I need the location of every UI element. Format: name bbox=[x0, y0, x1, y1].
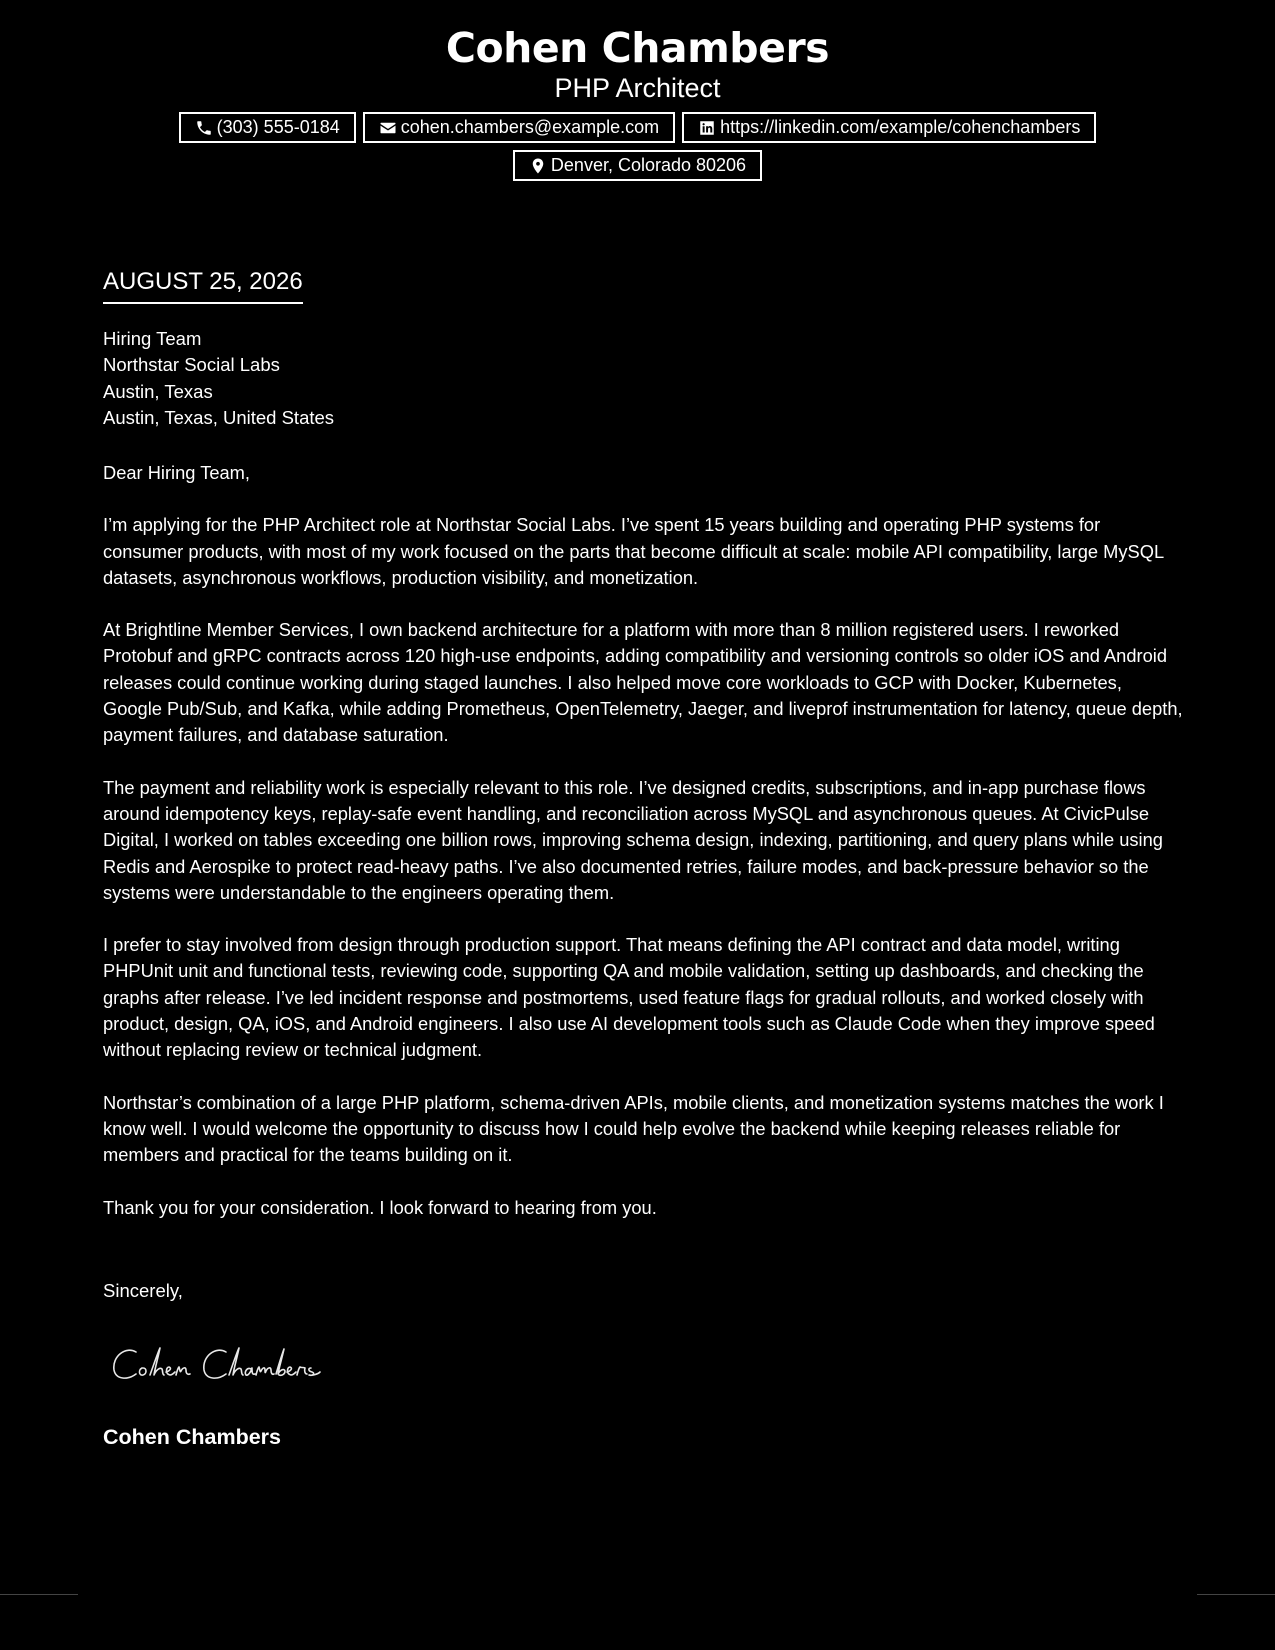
contact-row-primary bbox=[0, 112, 1275, 143]
letter-paragraph: The payment and reliability work is especially relevant to this role. I’ve designed credits, subscriptions, and in-app purchase flows around idempotency keys, replay-safe event handling, and reconciliation across MySQL and asynchronous queues. At CivicPulse Digital, I worked on tables exceeding one billion rows, improving schema design, indexing, partitioning, and query plans while using Redis and Aerospike to protect read-heavy paths. I’ve also documented retries, failure modes, and back-pressure behavior so the systems were understandable to the engineers operating them. bbox=[103, 776, 1163, 903]
letter-paragraph: Thank you for your consideration. I look forward to hearing from you. bbox=[103, 1196, 657, 1218]
footer-rule-left bbox=[0, 1594, 78, 1595]
letter-paragraph: I prefer to stay involved from design through production support. That means defining the API contract and data model, writing PHPUnit unit and functional tests, reviewing code, supporting QA and mobile validation, setting up dashboards, and checking the graphs after release. I’ve led incident response and postmortems, used feature flags for gradual rollouts, and worked closely with product, design, QA, iOS, and Android engineers. I also use AI development tools such as Claude Code when they improve speed without replacing review or technical judgment. bbox=[103, 934, 1155, 1061]
envelope-icon bbox=[379, 119, 397, 137]
letter-header bbox=[0, 22, 1275, 181]
phone-icon bbox=[195, 119, 213, 137]
applicant-title: PHP Architect bbox=[554, 73, 721, 103]
letter-paragraph: I’m applying for the PHP Architect role at Northstar Social Labs. I’ve spent 15 years building and operating PHP systems for consumer products, with most of my work focused on the parts that become difficult at scale: mobile API compatibility, large MySQL datasets, asynchronous workflows, production visibility, and monetization. bbox=[103, 514, 1164, 588]
recipient-line: Hiring Team bbox=[103, 328, 202, 349]
footer-rule-right bbox=[1197, 1594, 1275, 1595]
recipient-line: Austin, Texas bbox=[103, 380, 213, 402]
map-marker-icon bbox=[529, 157, 547, 175]
letter-paragraph: At Brightline Member Services, I own backend architecture for a platform with more than 8 million registered users. I reworked Protobuf and gRPC contracts across 120 high-use endpoints, adding compatibility and versioning controls so older iOS and Android releases could continue working during staged launches. I also helped move core workloads to GCP with Docker, Kubernetes, Google Pub/Sub, and Kafka, while adding Prometheus, OpenTelemetry, Jaeger, and liveprof instrumentation for latency, queue depth, payment failures, and database saturation. bbox=[103, 619, 1183, 746]
location-contact bbox=[513, 150, 762, 181]
email-contact[interactable] bbox=[363, 112, 675, 143]
letter-paragraph: Northstar’s combination of a large PHP platform, schema-driven APIs, mobile clients, and monetization systems matches the work I know well. I would welcome the opportunity to discuss how I could help evolve the backend while keeping releases reliable for members and practical for the teams building on it. bbox=[103, 1091, 1164, 1166]
closing: Sincerely, bbox=[103, 1280, 183, 1301]
linkedin-icon bbox=[698, 119, 716, 137]
contact-row-secondary bbox=[0, 150, 1275, 181]
recipient-block bbox=[103, 326, 334, 431]
salutation: Dear Hiring Team, bbox=[103, 462, 250, 483]
phone-contact[interactable] bbox=[179, 112, 356, 143]
email-text: cohen.chambers@example.com bbox=[400, 117, 660, 137]
letter-body bbox=[103, 460, 1183, 1247]
linkedin-contact[interactable] bbox=[682, 112, 1096, 143]
signer-name: Cohen Chambers bbox=[103, 1425, 282, 1449]
letter-date: AUGUST 25, 2026 bbox=[103, 267, 303, 304]
recipient-line: Austin, Texas, United States bbox=[103, 406, 335, 428]
location-text: Denver, Colorado 80206 bbox=[550, 155, 747, 175]
recipient-line: Northstar Social Labs bbox=[103, 354, 280, 376]
linkedin-text: https://linkedin.com/example/cohenchambers bbox=[720, 117, 1081, 137]
phone-text: (303) 555-0184 bbox=[216, 117, 340, 137]
handwritten-signature bbox=[108, 1334, 368, 1394]
applicant-name: Cohen Chambers bbox=[445, 24, 830, 72]
